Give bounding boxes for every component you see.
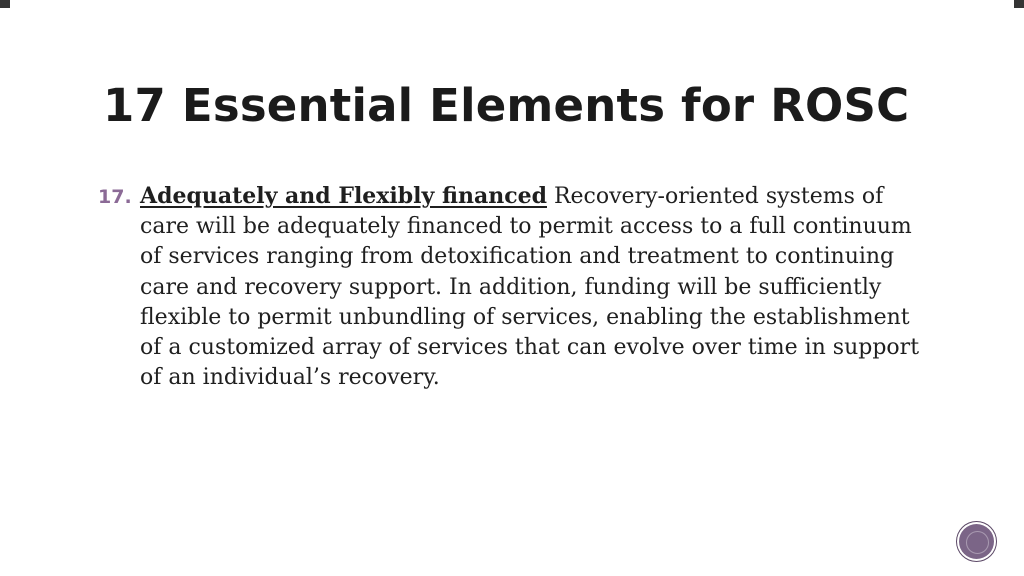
list-item-text <box>140 181 933 393</box>
list-item-number: 17. <box>98 186 132 208</box>
slide-corner-accents <box>0 0 1024 8</box>
top-right-accent-bar <box>1014 0 1024 8</box>
list-item-body: Recovery-oriented systems of care will be adequately financed to permit access to a full continuum of services ranging from detoxification and treatment to continuing care and recovery support. In addition, funding will be sufficiently flexible to permit unbundling of services, enabling the establishment of a customized array of services that can evolve over time in support of an individual’s recovery. <box>140 184 920 391</box>
top-left-accent-bar <box>0 0 10 8</box>
list-item <box>98 181 933 393</box>
element-list <box>98 181 933 393</box>
navigation-circle-icon[interactable] <box>959 524 994 559</box>
slide-title: 17 Essential Elements for ROSC <box>103 79 910 132</box>
list-item-heading: Adequately and Flexibly financed <box>140 183 547 209</box>
